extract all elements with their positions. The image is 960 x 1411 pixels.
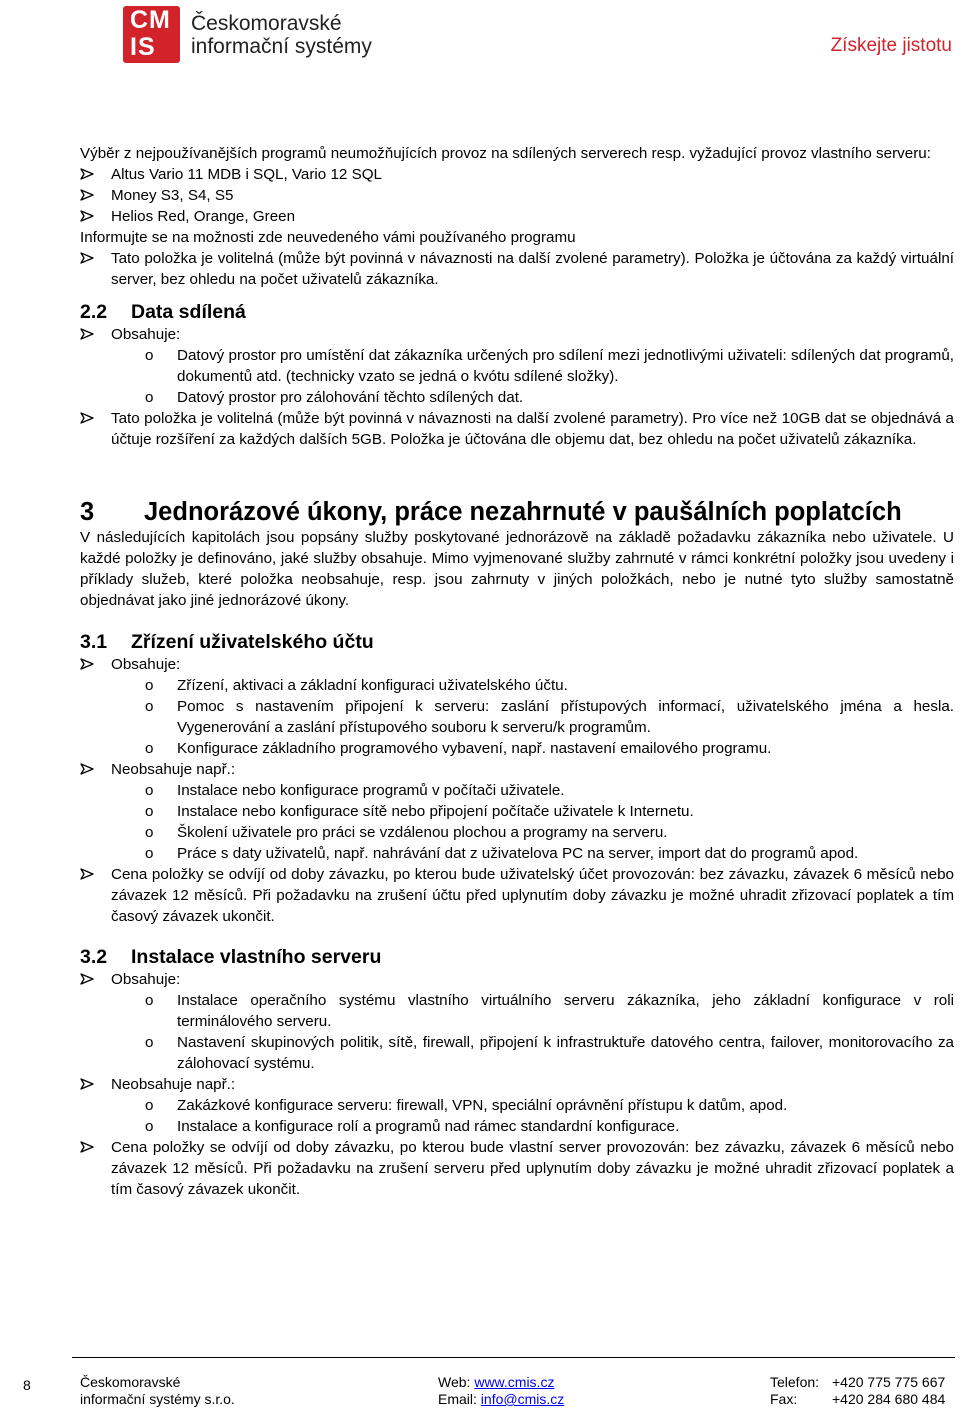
section-heading-3-1: 3.1 Zřízení uživatelského účtu <box>80 631 374 653</box>
sub-list-item: o Instalace nebo konfigurace programů v počítači uživatele. <box>145 782 565 799</box>
list-item: Money S3, S4, S5 <box>80 185 954 206</box>
web-link[interactable]: www.cmis.cz <box>474 1374 555 1390</box>
footer-company: Českomoravské informační systémy s.r.o. <box>80 1374 235 1407</box>
cmis-logo <box>123 6 180 63</box>
footer-phone: Telefon: +420 775 775 667 Fax: +420 284 680 484 <box>770 1374 946 1407</box>
arrow-bullet-icon <box>80 408 94 424</box>
arrow-bullet-icon <box>80 1137 94 1153</box>
page-footer <box>0 1357 960 1411</box>
page-header <box>0 0 960 70</box>
arrow-bullet-icon <box>80 164 94 180</box>
arrow-bullet-icon <box>80 654 94 670</box>
logo-text-bottom: IS <box>130 33 156 61</box>
list-item: Neobsahuje např.: <box>80 759 954 780</box>
list-item: Obsahuje: <box>80 654 954 675</box>
arrow-bullet-icon <box>80 1074 94 1090</box>
list-item: Altus Vario 11 MDB i SQL, Vario 12 SQL <box>80 164 954 185</box>
logo-text-top: CM <box>130 6 171 34</box>
section-heading-2-2: 2.2 Data sdílená <box>80 301 246 323</box>
footer-divider <box>72 1357 955 1358</box>
section-3-paragraph: V následujících kapitolách jsou popsány služby poskytované jednorázově na základě požadavku zákazníka nebo uživatele. U každé položky je definováno, jaké služby obsahuje. Mimo vyjmenované služby zahrnuté v rámci konkrétní položky jsou uvedeny i příklady služeb, které položka neobsahuje, resp. jsou zahrnuty v jiných položkách, nebo je nutné tyto služby samostatně objednávat jako jiné jednorázové úkony. <box>80 529 954 609</box>
list-item: Neobsahuje např.: <box>80 1074 954 1095</box>
arrow-bullet-icon <box>80 248 94 264</box>
list-item: Tato položka je volitelná (může být povinná v návaznosti na další zvolené parametry). Pro více než 10GB dat se objednává a účtuje rozšíření za každých dalších 5GB. Položka je účtována dle objemu dat, bez ohledu na počet uživatelů zákazníka. <box>80 408 954 450</box>
company-name <box>191 12 372 58</box>
sub-list-item: o Zřízení, aktivaci a základní konfiguraci uživatelského účtu. <box>145 677 568 694</box>
list-item: Obsahuje: <box>80 969 954 990</box>
sub-list-item: o Datový prostor pro umístění dat zákazníka určených pro sdílení mezi jednotlivými uživateli: sdílených dat programů, dokumentů atd. (technicky vzato se jedná o kvótu sdílené složky). <box>145 347 954 385</box>
intro-paragraph: Výběr z nejpoužívanějších programů neumožňujících provoz na sdílených serverech resp. vyžadující provoz vlastního serveru: <box>80 145 931 162</box>
sub-list-item: o Školení uživatele pro práci se vzdálenou plochou a programy na serveru. <box>145 824 668 841</box>
list-item: Tato položka je volitelná (může být povinná v návaznosti na další zvolené parametry). Položka je účtována za každý virtuální server, bez ohledu na počet uživatelů zákazníka. <box>80 248 954 290</box>
sub-list-item: o Instalace a konfigurace rolí a programů nad rámec standardní konfigurace. <box>145 1118 680 1135</box>
arrow-bullet-icon <box>80 864 94 880</box>
section-heading-3: 3 Jednorázové úkony, práce nezahrnuté v paušálních poplatcích <box>80 498 902 526</box>
sub-list-item: o Práce s daty uživatelů, např. nahrávání dat z uživatelova PC na server, import dat do programů apod. <box>145 845 859 862</box>
footer-contact: Web: www.cmis.cz Email: info@cmis.cz <box>438 1374 565 1407</box>
arrow-bullet-icon <box>80 185 94 201</box>
section-heading-3-2: 3.2 Instalace vlastního serveru <box>80 946 382 968</box>
sub-list-item: o Pomoc s nastavením připojení k serveru: zaslání přístupových informací, uživatelského jména a hesla. Vygenerování a zaslání přístupového souboru k serveru/k programům. <box>145 698 954 736</box>
list-item: Helios Red, Orange, Green <box>80 206 954 227</box>
list-item: Cena položky se odvíjí od doby závazku, po kterou bude uživatelský účet provozován: bez závazku, závazek 6 měsíců nebo závazek 12 měsíců. Při požadavku na zrušení účtu před uplynutím doby závazku je možné uhradit zřizovací poplatek a tím časový závazek ukončit. <box>80 864 954 927</box>
arrow-bullet-icon <box>80 969 94 985</box>
sub-list-item: o Instalace operačního systému vlastního virtuálního serveru zákazníka, jeho základní konfigurace v roli terminálového serveru. <box>145 992 954 1030</box>
arrow-bullet-icon <box>80 324 94 340</box>
sub-list-item: o Datový prostor pro zálohování těchto sdílených dat. <box>145 389 524 406</box>
list-item: Obsahuje: <box>80 324 954 345</box>
company-name-line1: Českomoravské <box>191 12 342 35</box>
sub-list-item: o Zakázkové konfigurace serveru: firewall, VPN, speciální oprávnění přístupu k datům, apod. <box>145 1097 788 1114</box>
page-number: 8 <box>23 1377 31 1393</box>
sub-list-item: o Nastavení skupinových politik, sítě, firewall, připojení k infrastruktuře datového centra, failover, monitorovacího za zálohovací systému. <box>145 1034 954 1072</box>
document-body <box>80 143 954 1200</box>
email-link[interactable]: info@cmis.cz <box>480 1391 565 1407</box>
intro-paragraph-2: Informujte se na možnosti zde neuvedeného vámi používaného programu <box>80 229 576 246</box>
list-item: Cena položky se odvíjí od doby závazku, po kterou bude vlastní server provozován: bez závazku, závazek 6 měsíců nebo závazek 12 měsíců. Při požadavku na zrušení serveru před uplynutím doby závazku je možné uhradit zřizovací poplatek a tím časový závazek ukončit. <box>80 1137 954 1200</box>
sub-list-item: o Instalace nebo konfigurace sítě nebo připojení počítače uživatele k Internetu. <box>145 803 694 820</box>
slogan: Získejte jistotu <box>830 35 952 56</box>
arrow-bullet-icon <box>80 206 94 222</box>
sub-list-item: o Konfigurace základního programového vybavení, např. nastavení emailového programu. <box>145 740 772 757</box>
arrow-bullet-icon <box>80 759 94 775</box>
company-name-line2: informační systémy <box>191 35 372 58</box>
